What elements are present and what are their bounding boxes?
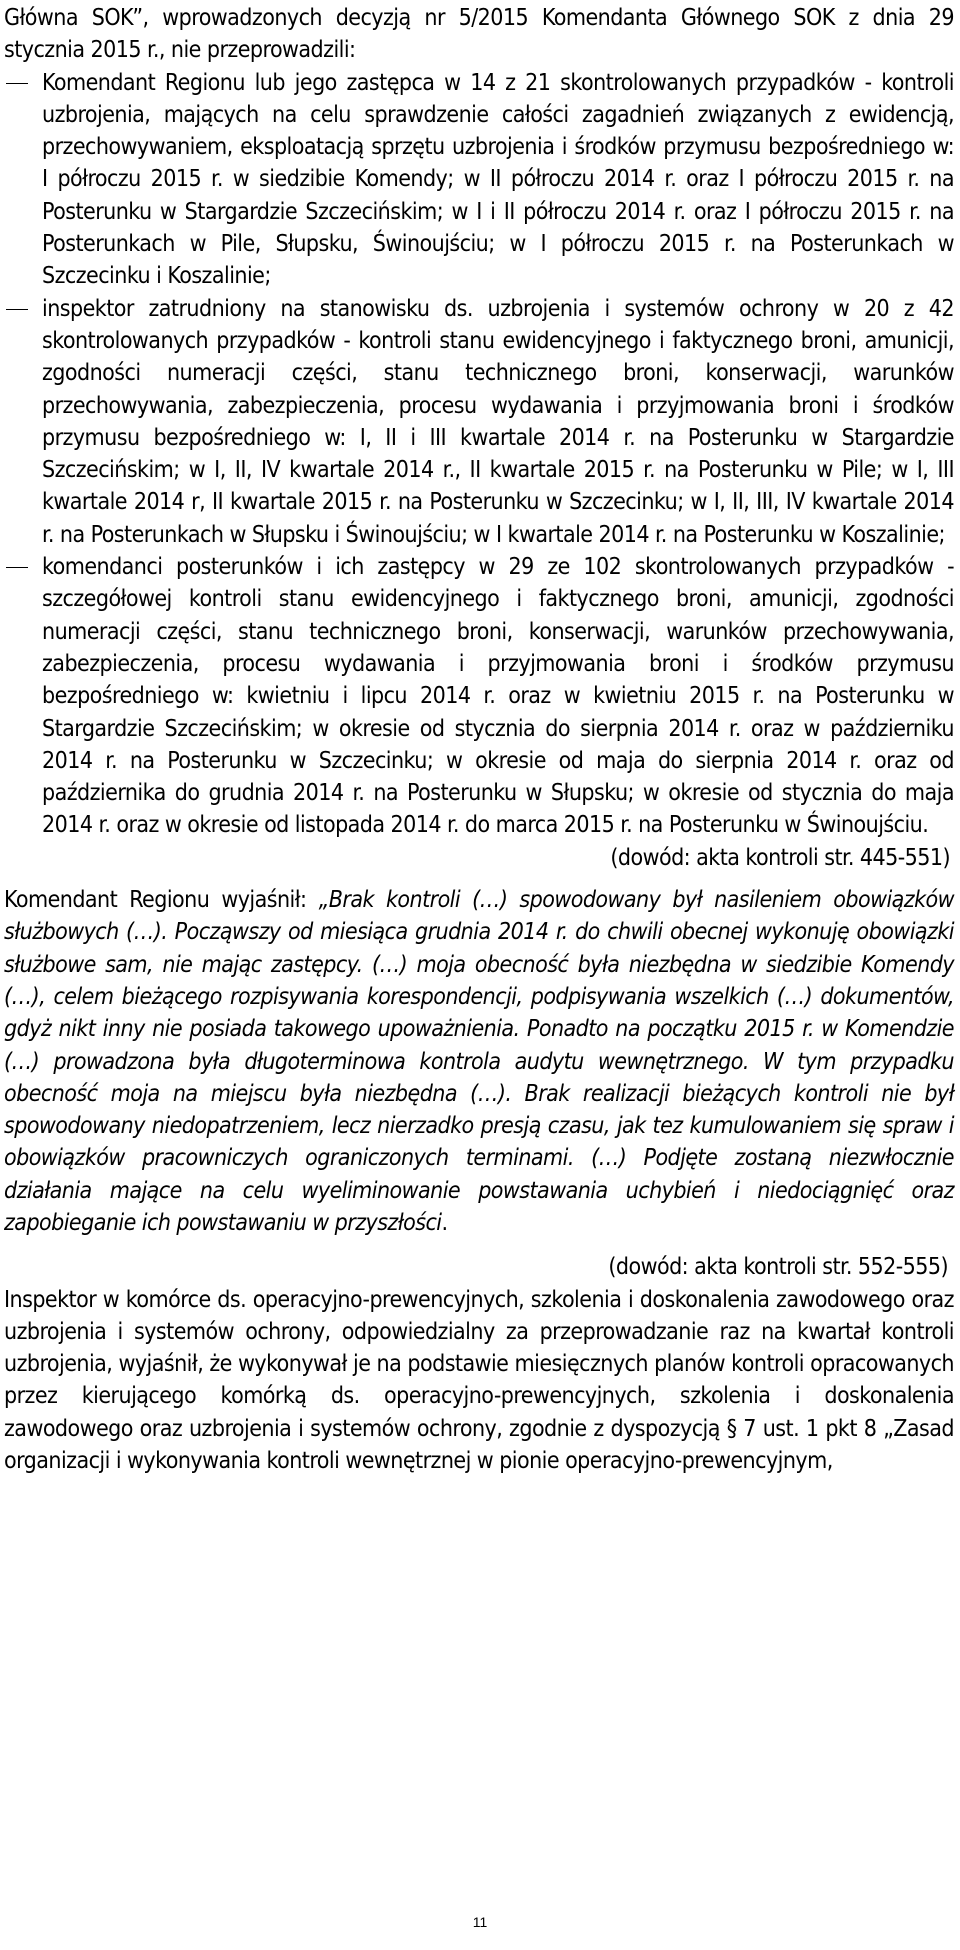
bullet-item-post-commanders (4, 551, 954, 842)
dash-bullet-icon (6, 309, 28, 310)
bullet-list (4, 67, 954, 842)
bullet-text: inspektor zatrudniony na stanowisku ds. uzbrojenia i systemów ochrony w 20 z 42 skontrolowanych przypadków - kontroli stanu ewidencyjnego i faktycznego broni, amunicji, zgodności numeracji części, stanu technicznego broni, konserwacji, warunków przechowywania, zabezpieczenia, procesu wydawania i przyjmowania broni i środków przymusu bezpośredniego w: I, II i III kwartale 2014 r. na Posterunku w Stargardzie Szczecińskim; w I, II, IV kwartale 2014 r., II kwartale 2015 r. na Posterunku w Pile; w I, III kwartale 2014 r, II kwartale 2015 r. na Posterunku w Szczecinku; w I, II, III, IV kwartale 2014 r. na Posterunkach w Słupsku i Świnoujściu; w I kwartale 2014 r. na Posterunku w Koszalinie; (42, 295, 954, 548)
dash-bullet-icon (6, 83, 28, 84)
page-number: 11 (472, 1914, 488, 1930)
dash-bullet-icon (6, 567, 28, 568)
page-content (0, 2, 958, 1477)
inspector-paragraph: Inspektor w komórce ds. operacyjno-prewencyjnych, szkolenia i doskonalenia zawodowego oraz uzbrojenia i systemów ochrony, odpowiedzialny za przeprowadzanie raz na kwartał kontroli uzbrojenia, wyjaśnił, że wykonywał je na podstawie miesięcznych planów kontroli opracowanych przez kierującego komórką ds. operacyjno-prewencyjnych, szkolenia i doskonalenia zawodowego oraz uzbrojenia i systemów ochrony, zgodnie z dyspozycją § 7 ust. 1 pkt 8 „Zasad organizacji i wykonywania kontroli wewnętrznej w pionie operacyjno-prewencyjnym, (4, 1286, 954, 1475)
explanation-tail: . (441, 1209, 448, 1236)
intro-paragraph: Główna SOK”, wprowadzonych decyzją nr 5/2015 Komendanta Głównego SOK z dnia 29 stycznia 2015 r., nie przeprowadzili: (4, 5, 954, 64)
evidence-reference-2: (dowód: akta kontroli str. 552-555) (608, 1254, 948, 1281)
bullet-item-regional-commander (4, 67, 954, 293)
explanation-paragraph (4, 884, 954, 1239)
explanation-quote: „Brak kontroli (…) spowodowany był nasileniem obowiązków służbowych (…). Począwszy od miesiąca grudnia 2014 r. do chwili obecnej wykonuję obowiązki służbowe sam, nie mając zastępcy. (…) moja obecność była niezbędna w siedzibie Komendy (…), celem bieżącego rozpisywania korespondencji, podpisywania wszelkich (…) dokumentów, gdyż nikt inny nie posiada takowego upoważnienia. Ponadto na początku 2015 r. w Komendzie (…) prowadzona była długoterminowa kontrola audytu wewnętrznego. W tym przypadku obecność moja na miejscu była niezbędna (…). Brak realizacji bieżących kontroli nie był spowodowany niedopatrzeniem, lecz nierzadko presją czasu, jak tez kumulowaniem się spraw i obowiązków pracowniczych ograniczonych terminami. (…) Podjęte zostaną niezwłocznie działania mające na celu wyeliminowanie powstawania uchybień i niedociągnięć oraz zapobieganie ich powstawaniu w przyszłości (4, 887, 954, 1236)
explanation-lead: Komendant Regionu wyjaśnił: (4, 887, 319, 914)
bullet-text: Komendant Regionu lub jego zastępca w 14 z 21 skontrolowanych przypadków - kontroli uzbrojenia, mających na celu sprawdzenie całości zagadnień związanych z ewidencją, przechowywaniem, eksploatacją sprzętu uzbrojenia i środków przymusu bezpośredniego w: I półroczu 2015 r. w siedzibie Komendy; w II półroczu 2014 r. oraz I półroczu 2015 r. na Posterunku w Stargardzie Szczecińskim; w I i II półroczu 2014 r. oraz I półroczu 2015 r. na Posterunkach w Pile, Słupsku, Świnoujściu; w I półroczu 2015 r. na Posterunkach w Szczecinku i Koszalinie; (42, 69, 954, 290)
bullet-text: komendanci posterunków i ich zastępcy w 29 ze 102 skontrolowanych przypadków - szczegółowej kontroli stanu ewidencyjnego i faktycznego broni, amunicji, zgodności numeracji części, stanu technicznego broni, konserwacji, warunków przechowywania, zabezpieczenia, procesu wydawania i przyjmowania broni i środków przymusu bezpośredniego w: kwietniu i lipcu 2014 r. oraz w kwietniu 2015 r. na Posterunku w Stargardzie Szczecińskim; w okresie od stycznia do sierpnia 2014 r. oraz w październiku 2014 r. na Posterunku w Szczecinku; w okresie od maja do sierpnia 2014 r. oraz od października do grudnia 2014 r. na Posterunku w Słupsku; w okresie od stycznia do maja 2014 r. oraz w okresie od listopada 2014 r. do marca 2015 r. na Posterunku w Świnoujściu. (42, 554, 954, 839)
bullet-item-inspector (4, 293, 954, 551)
evidence-reference-1: (dowód: akta kontroli str. 445-551) (610, 844, 950, 871)
